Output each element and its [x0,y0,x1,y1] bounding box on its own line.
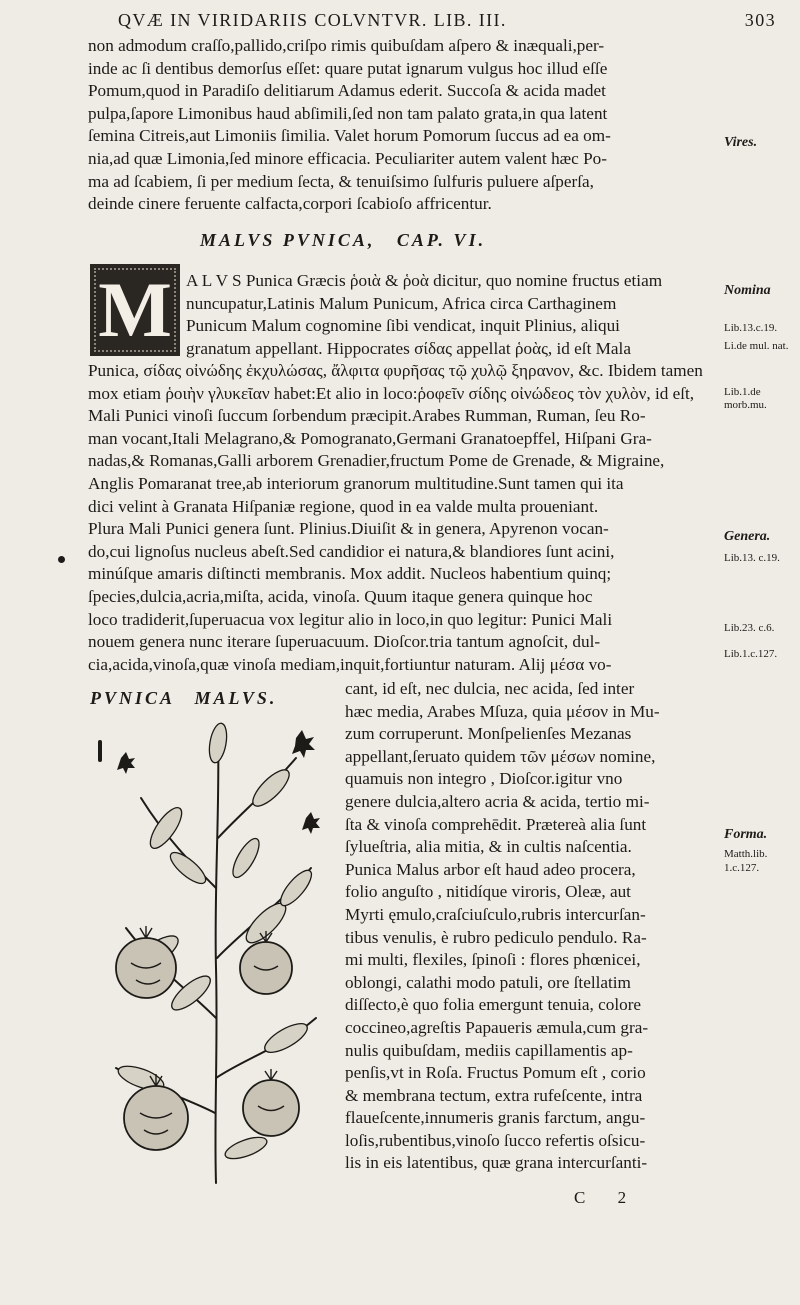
text-line: tibus venulis, è rubro pediculo pendulo. Ra- [345,927,647,947]
text-line: man vocant,Itali Melagrano,& Pomogranato,Germani Granatoepffel, Hiſpani Gra- [88,428,652,448]
decorated-initial [90,264,180,356]
text-line: ſemina Citreis,aut Limoniis ſimilia. Valet horum Pomorum ſuccus ad ea om- [88,126,611,146]
figure-caption-word: PVNICA [90,688,176,708]
text-line: nia,ad quæ Limonia,ſed minore efficacia. Peculiariter autem valent hæc Po- [88,148,607,168]
text-line: non admodum craſſo,pallido,criſpo rimis quibuſdam aſpero & inæquali,per- [88,36,605,55]
text-line: Punica Malus arbor eſt haud adeo procera, [345,859,636,879]
margin-ref: Lib.13. c.19. [724,552,780,564]
chapter-heading [200,230,500,251]
text-line: A L V S Punica Græcis ῥοιὰ & ῥοὰ dicitur, quo nomine fructus etiam [186,271,663,290]
pomegranate-woodcut [96,718,334,1188]
ink-mark [98,740,102,762]
text-line: Anglis Pomaranat tree,ab interiorum granorum multitudine.Sunt tamen qui ita [88,473,624,493]
text-line: quamuis non integro , Dioſcor.igitur vno [345,769,623,789]
text-line: inde ac ſi dentibus demorſus eſſet: quare putat ignarum vulgus hoc illud eſſe [88,58,608,78]
chapter-number: CAP. VI. [396,230,487,250]
text-line: Myrti ęmulo,craſciuſculo,rubris intercurſan- [345,904,646,924]
text-block-intro [186,270,726,360]
text-line: penſis,vt in Roſa. Fructus Pomum eſt , corio [345,1063,646,1083]
margin-note-forma: Forma. [724,827,768,842]
margin-note-vires: Vires. [724,135,758,150]
margin-ref: Lib.23. c.6. [724,622,775,634]
text-line: nadas,& Romanas,Galli arborem Grenadier,fructum Pome de Grenade, & Migraine, [88,451,665,471]
text-line: mox etiam ῥοιὴν γλυκεῖαν habet:Et alio in loco:ῥοφεῖν σίδης οἰνώδεος τὸν χυλὸν, id eſt, [88,383,695,403]
text-line: Pomum,quod in Paradiſo delitiarum Adamus ederit. Succoſa & acida madet [88,81,606,101]
margin-ref: Matth.lib. [724,848,768,860]
text-line: pulpa,ſapore Limonibus haud abſimili,ſed non tam palato grata,in qua latent [88,103,608,123]
text-line: diſſecto,è quo folia emergunt tenuia, colore [345,995,642,1015]
text-line: ſylueſtria, alia mitia, & in cultis naſcentia. [345,837,632,857]
text-block-nomina [88,360,718,676]
text-line: loco tradiderit,ſuperuacua vox legitur alio in loco,in quo legitur: Punici Mali [88,609,613,629]
text-line: lis in eis latentibus, quæ grana intercurſanti- [345,1153,648,1173]
margin-ref: Lib.1.c.127. [724,648,778,660]
text-line: oblongi, calathi modo patuli, ore ſtellatim [345,972,631,992]
text-line: do,cui lignoſus nucleus abeſt.Sed candidior ei natura,& blandiores ſunt acini, [88,541,615,561]
text-block-vires [88,35,718,216]
text-line: zum corruperunt. Monſpelienſes Mezanas [345,724,632,744]
initial-letter: M [98,266,172,353]
text-line: flaueſcente,innumeris granis farctum, angu- [345,1108,646,1128]
text-line: hæc media, Arabes Mſuza, quia μέσον in Mu- [345,701,660,721]
text-line: cia,acida,vinoſa,quæ vinoſa mediam,inquit,fortiuntur naturam. Alij μέσα vo- [88,654,612,674]
margin-ref: 1.c.127. [724,862,760,874]
text-block-genera [345,678,720,1175]
text-line: Plura Mali Punici genera ſunt. Plinius.Diuiſit & in genera, Apyrenon vocan- [88,519,609,539]
signature-mark: C 2 [574,1188,641,1207]
ink-spot [58,556,65,563]
text-line: coccineo,agreſtis Papaueris æmula,cum gra- [345,1017,649,1037]
text-line: genere dulcia,altero acria & acida, tertio mi- [345,791,650,811]
text-line: loſis,rubentibus,vinoſo ſucco refertis oſsicu- [345,1130,646,1150]
figure-caption [90,688,289,709]
text-line: ma ad ſcabiem, ſi per medium ſecta, & tenuiſsimo ſulfuris puluere aſperſa, [88,171,594,191]
figure-caption-word: MALVS. [194,688,278,708]
text-line: Mali Punici vinoſi ſuccum ſorbendum præcipit.Arabes Rumman, Ruman, ſeu Ro- [88,406,646,426]
text-line: minúſque amaris diſtincti membranis. Mox addit. Nucleos habentium quinq; [88,564,612,584]
text-line: deinde cinere feruente calfacta,corpori ſcabioſo affricentur. [88,194,492,214]
text-line: ſpecies,dulcia,acria,miſta, acida, vinoſa. Quum itaque genera quinque hoc [88,586,593,606]
text-line: dici velint à Granata Hiſpaniæ regione, quod in ea valde multa proueniant. [88,496,599,516]
text-line: appellant,ſeruato quidem τῶν μέσων nomine, [345,746,656,766]
margin-ref: Lib.1.de morb.mu. [724,386,767,411]
chapter-title: MALVS PVNICA, [200,230,376,250]
text-line: mi multi, flexiles, ſpinoſi : flores phœnicei, [345,950,641,970]
margin-note-genera: Genera. [724,529,771,544]
running-title: QVÆ IN VIRIDARIIS COLVNTVR. LIB. III. [118,10,507,30]
text-line: Punica, σίδας οἰνώδης ἐκχυλώσας, ἄλφιτα φυρῆσας τῷ χυλῷ ξηρανον, &c. Ibidem tamen [88,361,703,380]
running-header [118,6,776,34]
text-line: nulis quibuſdam, mediis capillamentis ap- [345,1040,633,1060]
margin-ref: Li.de mul. nat. [724,340,789,352]
text-line: ſta & vinoſa comprehēdit. Prætereà alia ſunt [345,814,647,834]
text-line: folio anguſto , nitidíque viroris, Oleæ, aut [345,882,631,902]
text-line: Punicum Malum cognomine ſibi vendicat, inquit Plinius, aliqui [186,316,620,336]
text-line: & membrana tectum, extra rufeſcente, intra [345,1085,643,1105]
margin-ref: Lib.13.c.19. [724,322,778,334]
text-line: nouem genera nunc iterare ſuperuacuum. Dioſcor.tria tantum agnoſcit, dul- [88,632,601,652]
text-line: nuncupatur,Latinis Malum Punicum, Africa circa Carthaginem [186,293,617,313]
margin-note-nomina: Nomina [724,283,771,298]
page-number: 303 [744,10,776,30]
text-line: granatum appellant. Hippocrates σίδας appellat ῥοὰς, id eſt Mala [186,338,631,358]
text-line: cant, id eſt, nec dulcia, nec acida, ſed inter [345,679,635,698]
